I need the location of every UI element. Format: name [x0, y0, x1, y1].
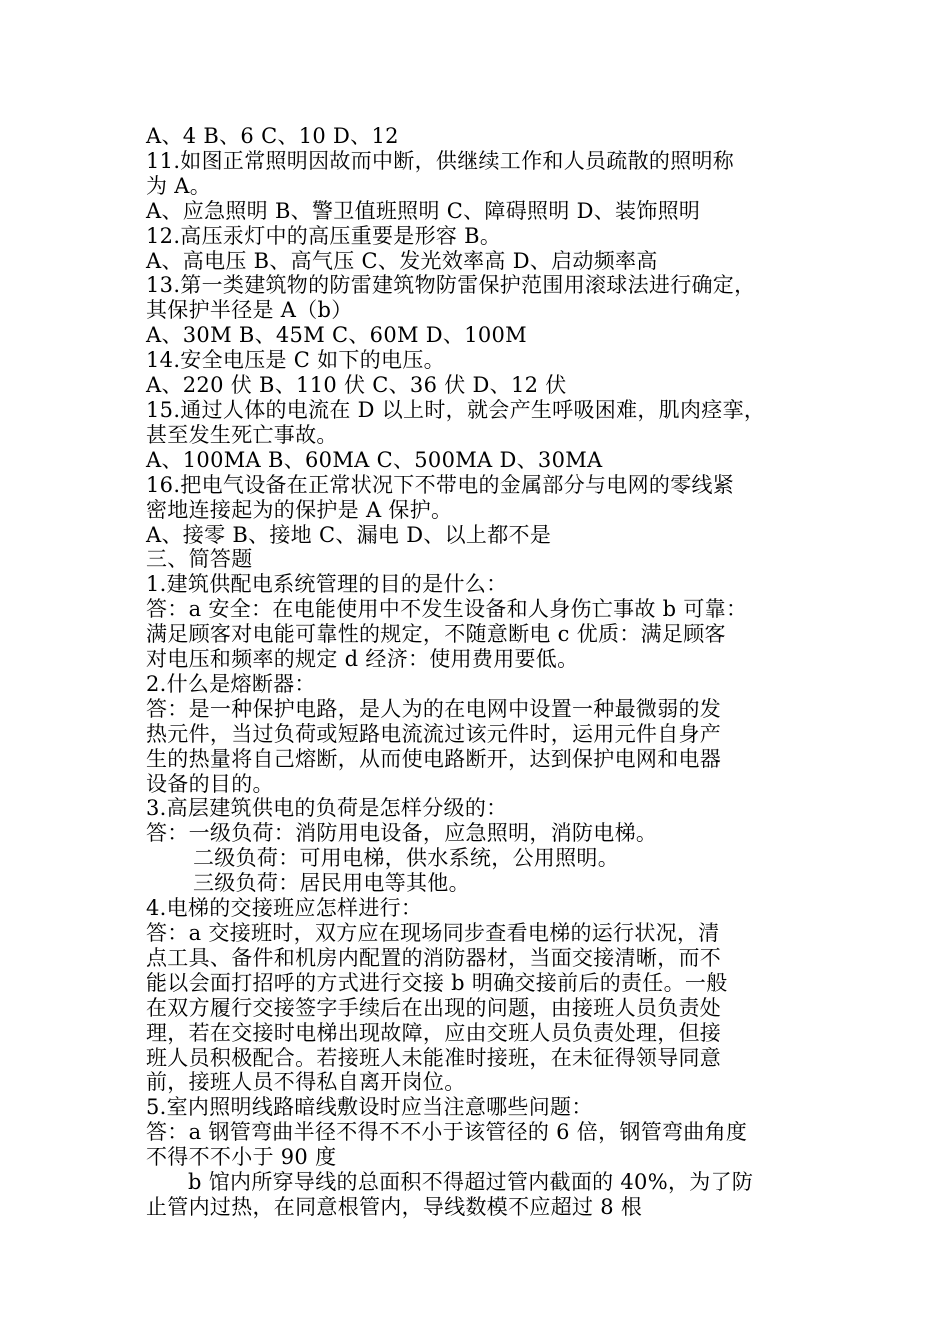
answer-line: 班人员积极配合。若接班人未能准时接班，在未征得领导同意: [146, 1045, 722, 1070]
options-11: A、应急照明 B、警卫值班照明 C、障碍照明 D、装饰照明: [146, 198, 701, 223]
answer-line: 满足顾客对电能可靠性的规定，不随意断电 c 优质：满足顾客: [146, 622, 726, 647]
short-question-2: 2.什么是熔断器：: [146, 671, 316, 696]
answer-line: 点工具、备件和机房内配置的消防器材，当面交接清晰，而不: [146, 945, 722, 970]
answer-line: 在双方履行交接签字手续后在出现的问题，由接班人员负责处: [146, 995, 722, 1020]
answer-line: 答：a 交接班时，双方应在现场同步查看电梯的运行状况，清: [146, 921, 720, 945]
answer-line: 热元件，当过负荷或短路电流流过该元件时，运用元件自身产: [146, 721, 722, 746]
document-page: [146, 124, 816, 1220]
question-14: 14.安全电压是 C 如下的电压。: [146, 348, 445, 373]
text-line: 为 A。: [146, 173, 212, 198]
answer-line: 前，接班人员不得私自离开岗位。: [146, 1070, 466, 1095]
short-question-5: 5.室内照明线路暗线敷设时应当注意哪些问题：: [146, 1095, 593, 1120]
options-14: A、220 伏 B、110 伏 C、36 伏 D、12 伏: [146, 373, 567, 398]
answer-line-indented: 二级负荷：可用电梯，供水系统，公用照明。: [193, 846, 619, 871]
options-12: A、高电压 B、高气压 C、发光效率高 D、启动频率高: [146, 248, 658, 273]
text-line: 其保护半径是 A（b）: [146, 298, 353, 323]
question-16: 16.把电气设备在正常状况下不带电的金属部分与电网的零线紧: [146, 472, 735, 497]
answer-line: 对电压和频率的规定 d 经济：使用费用要低。: [146, 647, 579, 672]
answer-line: 答：一级负荷：消防用电设备，应急照明，消防电梯。: [146, 821, 658, 846]
text-line: A、4 B、6 C、10 D、12: [146, 124, 399, 148]
question-11: 11.如图正常照明因故而中断，供继续工作和人员疏散的照明称: [146, 148, 735, 173]
options-16: A、接零 B、接地 C、漏电 D、以上都不是: [146, 522, 552, 547]
answer-line: 答：a 安全：在电能使用中不发生设备和人身伤亡事故 b 可靠：: [146, 597, 748, 622]
options-15: A、100MA B、60MA C、500MA D、30MA: [146, 447, 603, 472]
short-question-3: 3.高层建筑供电的负荷是怎样分级的：: [146, 796, 508, 821]
text-line: 甚至发生死亡事故。: [146, 422, 338, 447]
section-heading: 三、简答题: [146, 547, 253, 572]
answer-line: 不得不不小于 90 度: [146, 1145, 337, 1170]
text-line: 密地连接起为的保护是 A 保护。: [146, 497, 453, 522]
answer-line: 答：是一种保护电路，是人为的在电网中设置一种最微弱的发: [146, 696, 722, 721]
answer-line: 设备的目的。: [146, 771, 274, 796]
answer-line: 能以会面打招呼的方式进行交接 b 明确交接前后的责任。一般: [146, 970, 728, 995]
options-13: A、30M B、45M C、60M D、100M: [146, 323, 527, 348]
answer-line: 理，若在交接时电梯出现故障，应由交班人员负责处理，但接: [146, 1020, 722, 1045]
question-15: 15.通过人体的电流在 D 以上时，就会产生呼吸困难，肌肉痉挛，: [146, 397, 766, 422]
answer-line: 生的热量将自己熔断，从而使电路断开，达到保护电网和电器: [146, 746, 722, 771]
answer-line-indented: b 馆内所穿导线的总面积不得超过管内截面的 40%，为了防: [188, 1170, 754, 1195]
answer-line-indented: 三级负荷：居民用电等其他。: [193, 871, 470, 896]
short-question-4: 4.电梯的交接班应怎样进行：: [146, 896, 423, 921]
question-12: 12.高压汞灯中的高压重要是形容 B。: [146, 223, 502, 248]
answer-line: 止管内过热，在同意根管内，导线数模不应超过 8 根: [146, 1194, 643, 1219]
short-question-1: 1.建筑供配电系统管理的目的是什么：: [146, 572, 508, 597]
question-13: 13.第一类建筑物的防雷建筑物防雷保护范围用滚球法进行确定，: [146, 273, 756, 298]
answer-line: 答：a 钢管弯曲半径不得不不小于该管径的 6 倍，钢管弯曲角度: [146, 1120, 748, 1145]
